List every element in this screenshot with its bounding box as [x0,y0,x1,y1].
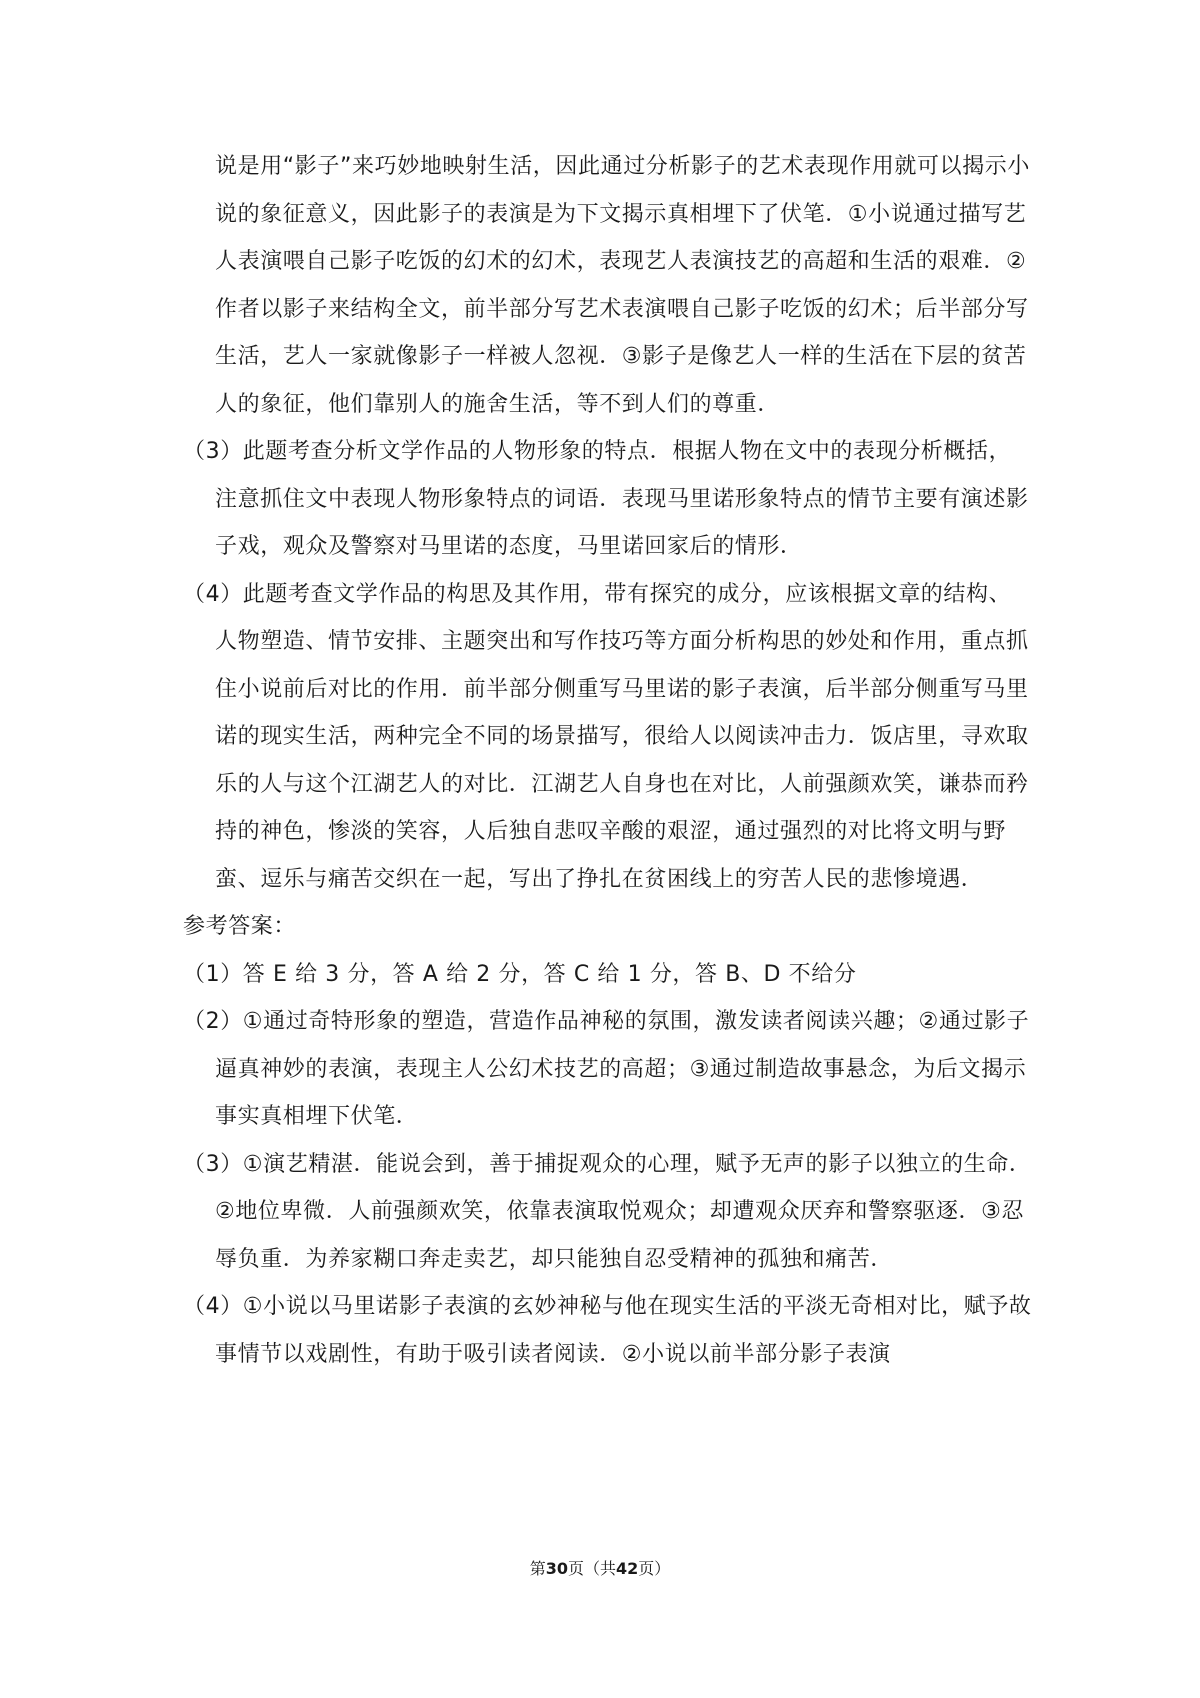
footer-suffix: 页） [638,1559,671,1578]
footer-middle: 页（共 [567,1559,616,1578]
analysis-paragraph-4: （4）此题考查文学作品的构思及其作用，带有探究的成分，应该根据文章的结构、人物塑造、情节安排、主题突出和写作技巧等方面分析构思的妙处和作用，重点抓住小说前后对比的作用．前半部分侧重写马里诺的影子表演，后半部分侧重写马里诺的现实生活，两种完全不同的场景描写，很给人以阅读冲击力．饭店里，寻欢取乐的人与这个江湖艺人的对比．江湖艺人自身也在对比，人前强颜欢笑，谦恭而矜持的神色，惨淡的笑容，人后独自悲叹辛酸的艰涩，通过强烈的对比将文明与野蛮、逗乐与痛苦交织在一起，写出了挣扎在贫困线上的穷苦人民的悲惨境遇． [183,581,1029,892]
page-content [183,143,1033,1378]
answer-heading: 参考答案： [183,914,297,939]
answer-item-4: （4）①小说以马里诺影子表演的玄妙神秘与他在现实生活的平淡无奇相对比，赋予故事情节以戏剧性，有助于吸引读者阅读．②小说以前半部分影子表演 [183,1294,1032,1367]
answer-item-3: （3）①演艺精湛．能说会到，善于捕捉观众的心理，赋予无声的影子以独立的生命．②地位卑微．人前强颜欢笑，依靠表演取悦观众；却遭观众厌弃和警察驱逐．③忍辱负重．为养家糊口奔走卖艺，却只能独自忍受精神的孤独和痛苦． [183,1151,1032,1272]
footer-page-number: 30 [545,1559,568,1578]
page-footer [0,1556,1200,1579]
answer-item-1: （1）答 E 给 3 分，答 A 给 2 分，答 C 给 1 分，答 B、D 不给分 [183,961,857,987]
footer-prefix: 第 [529,1559,546,1578]
analysis-paragraph-2-continued: 说是用“影子”来巧妙地映射生活，因此通过分析影子的艺术表现作用就可以揭示小说的象征意义，因此影子的表演是为下文揭示真相埋下了伏笔．①小说通过描写艺人表演喂自己影子吃饭的幻术的幻术，表现艺人表演技艺的高超和生活的艰难．②作者以影子来结构全文，前半部分写艺术表演喂自己影子吃饭的幻术；后半部分写生活，艺人一家就像影子一样被人忽视．③影子是像艺人一样的生活在下层的贫苦人的象征，他们靠别人的施舍生活，等不到人们的尊重． [215,154,1030,417]
footer-total-pages: 42 [616,1559,639,1578]
analysis-paragraph-3: （3）此题考查分析文学作品的人物形象的特点．根据人物在文中的表现分析概括，注意抓住文中表现人物形象特点的词语．表现马里诺形象特点的情节主要有演述影子戏，观众及警察对马里诺的态度，马里诺回家后的情形． [183,439,1029,559]
answer-item-2: （2）①通过奇特形象的塑造，营造作品神秘的氛围，激发读者阅读兴趣；②通过影子逼真神妙的表演，表现主人公幻术技艺的高超；③通过制造故事悬念，为后文揭示事实真相埋下伏笔． [183,1009,1030,1129]
